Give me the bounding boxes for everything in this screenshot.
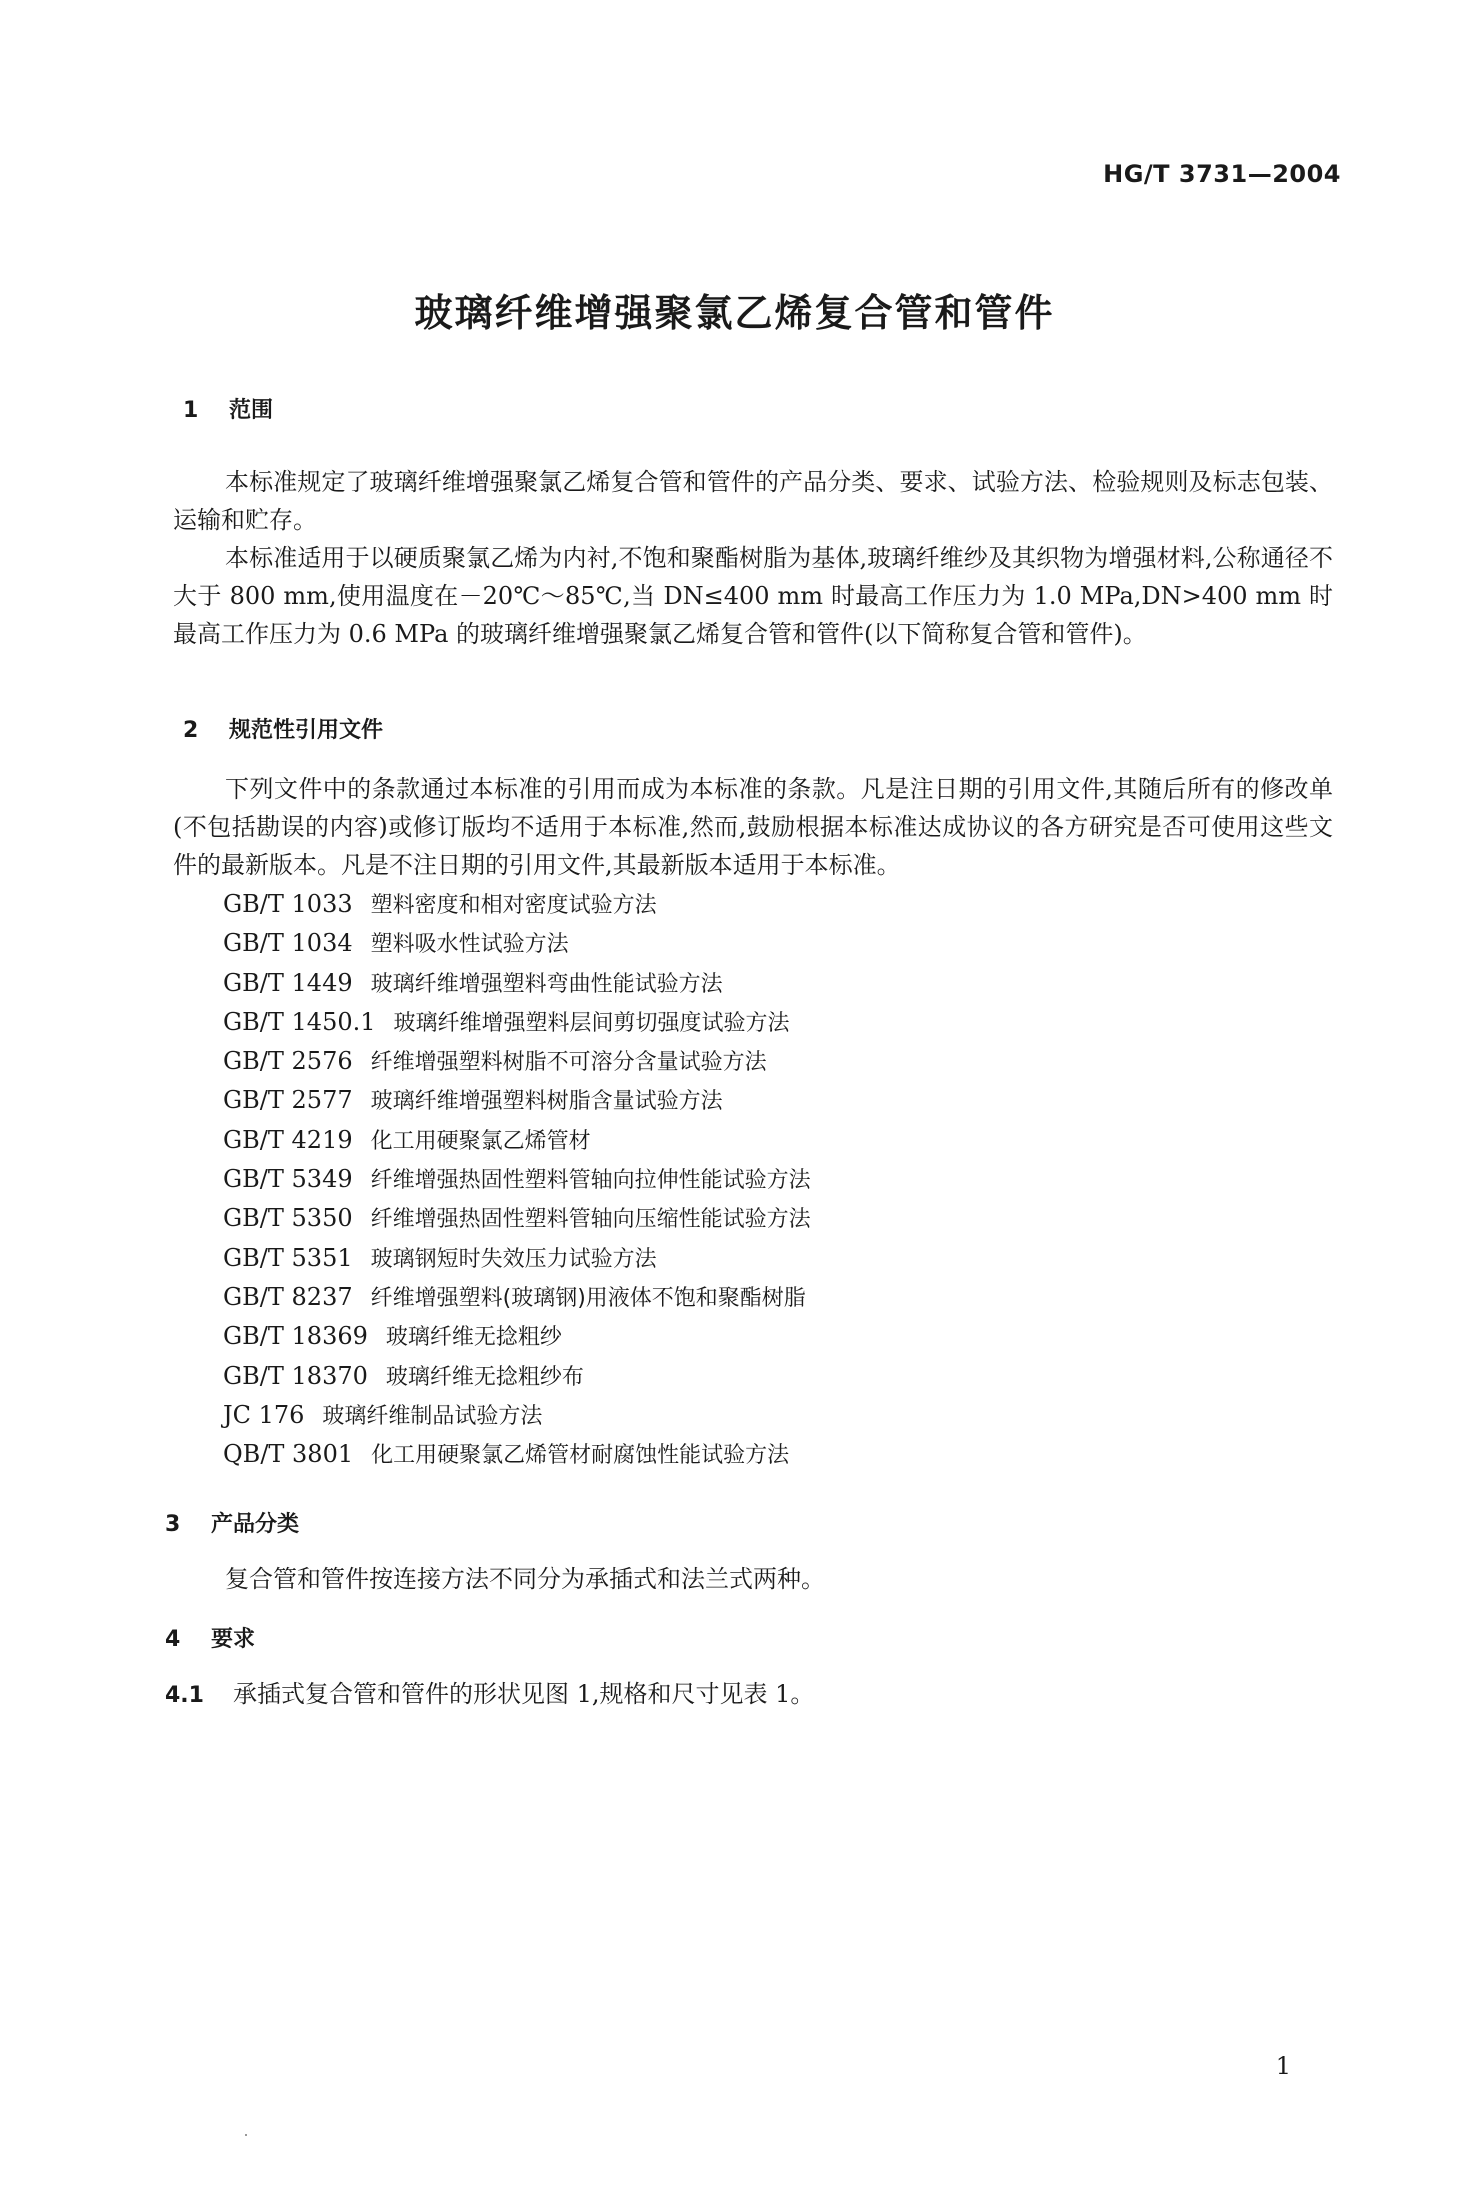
clause-number: 4.1 [165,1683,204,1708]
section-4-heading [165,1622,255,1653]
section-title: 要求 [211,1627,256,1652]
reference-name: 玻璃纤维制品试验方法 [322,1403,543,1429]
reference-item [223,1317,811,1356]
standard-code: HG/T 3731—2004 [1103,160,1341,188]
reference-code: GB/T 8237 [223,1282,353,1311]
clause-4-1 [165,1675,814,1715]
section-1-heading [183,393,273,424]
reference-code: GB/T 18369 [223,1322,368,1351]
reference-item [223,1003,811,1042]
reference-item [223,924,811,963]
section-title: 规范性引用文件 [229,718,384,743]
reference-code: GB/T 5351 [223,1243,353,1272]
reference-code: QB/T 3801 [223,1440,354,1469]
reference-code: GB/T 4219 [223,1125,353,1154]
reference-item [223,1239,811,1278]
reference-code: GB/T 5349 [223,1165,353,1194]
document-title: 玻璃纤维增强聚氯乙烯复合管和管件 [414,291,1055,335]
section-3-paragraph: 复合管和管件按连接方法不同分为承插式和法兰式两种。 [225,1565,825,1593]
reference-name: 玻璃纤维无捻粗纱 [385,1325,562,1351]
reference-item [223,1357,811,1396]
reference-name: 玻璃钢短时失效压力试验方法 [370,1246,657,1272]
reference-name: 化工用硬聚氯乙烯管材耐腐蚀性能试验方法 [371,1443,790,1469]
reference-item [223,1278,811,1317]
reference-code: JC 176 [223,1400,305,1429]
section-1-paragraph-1: 本标准规定了玻璃纤维增强聚氯乙烯复合管和管件的产品分类、要求、试验方法、检验规则及标志包装、运输和贮存。 [173,468,1333,534]
scan-speck [245,2134,247,2136]
reference-name: 纤维增强热固性塑料管轴向拉伸性能试验方法 [370,1168,811,1194]
reference-code: GB/T 2577 [223,1086,353,1115]
section-number: 1 [183,398,199,423]
page-number: 1 [1275,2052,1291,2080]
reference-item [223,1121,811,1160]
reference-item [223,1081,811,1120]
reference-name: 玻璃纤维无捻粗纱布 [385,1364,584,1390]
section-1-paragraph-2: 本标准适用于以硬质聚氯乙烯为内衬,不饱和聚酯树脂为基体,玻璃纤维纱及其织物为增强材料,公称通径不大于 800 mm,使用温度在－20℃～85℃,当 DN≤400 mm 时最高工作压力为 1.0 MPa,DN>400 mm 时最高工作压力为 0.6 MPa 的玻璃纤维增强聚氯乙烯复合管和管件(以下简称复合管和管件)。 [173,544,1333,648]
section-2-paragraph: 下列文件中的条款通过本标准的引用而成为本标准的条款。凡是注日期的引用文件,其随后所有的修改单(不包括勘误的内容)或修订版均不适用于本标准,然而,鼓励根据本标准达成协议的各方研究是否可使用这些文件的最新版本。凡是不注日期的引用文件,其最新版本适用于本标准。 [173,775,1333,879]
reference-name: 塑料吸水性试验方法 [370,932,569,958]
section-title: 范围 [229,398,274,423]
section-number: 3 [165,1512,181,1537]
normative-references-list [223,885,811,1474]
section-2-heading [183,713,383,744]
reference-item [223,1160,811,1199]
reference-code: GB/T 1450.1 [223,1007,376,1036]
reference-code: GB/T 2576 [223,1047,353,1076]
reference-name: 玻璃纤维增强塑料树脂含量试验方法 [370,1089,723,1115]
reference-name: 纤维增强塑料树脂不可溶分含量试验方法 [370,1050,767,1076]
reference-code: GB/T 18370 [223,1361,368,1390]
reference-name: 塑料密度和相对密度试验方法 [370,893,657,918]
section-number: 4 [165,1627,181,1652]
reference-name: 玻璃纤维增强塑料层间剪切强度试验方法 [393,1010,790,1036]
reference-item [223,885,811,924]
section-title: 产品分类 [211,1512,300,1537]
reference-code: GB/T 1449 [223,968,353,997]
reference-code: GB/T 1034 [223,929,353,958]
reference-name: 化工用硬聚氯乙烯管材 [370,1128,591,1154]
reference-item [223,1042,811,1081]
reference-code: GB/T 1033 [223,890,353,918]
reference-name: 纤维增强塑料(玻璃钢)用液体不饱和聚酯树脂 [370,1285,806,1311]
clause-text: 承插式复合管和管件的形状见图 1,规格和尺寸见表 1。 [233,1680,815,1708]
reference-item [223,1199,811,1238]
reference-item [223,1435,811,1474]
section-3-heading [165,1507,299,1538]
reference-name: 玻璃纤维增强塑料弯曲性能试验方法 [370,971,723,997]
reference-item [223,964,811,1003]
reference-code: GB/T 5350 [223,1204,353,1233]
section-number: 2 [183,718,199,743]
reference-name: 纤维增强热固性塑料管轴向压缩性能试验方法 [370,1207,811,1233]
reference-item [223,1396,811,1435]
